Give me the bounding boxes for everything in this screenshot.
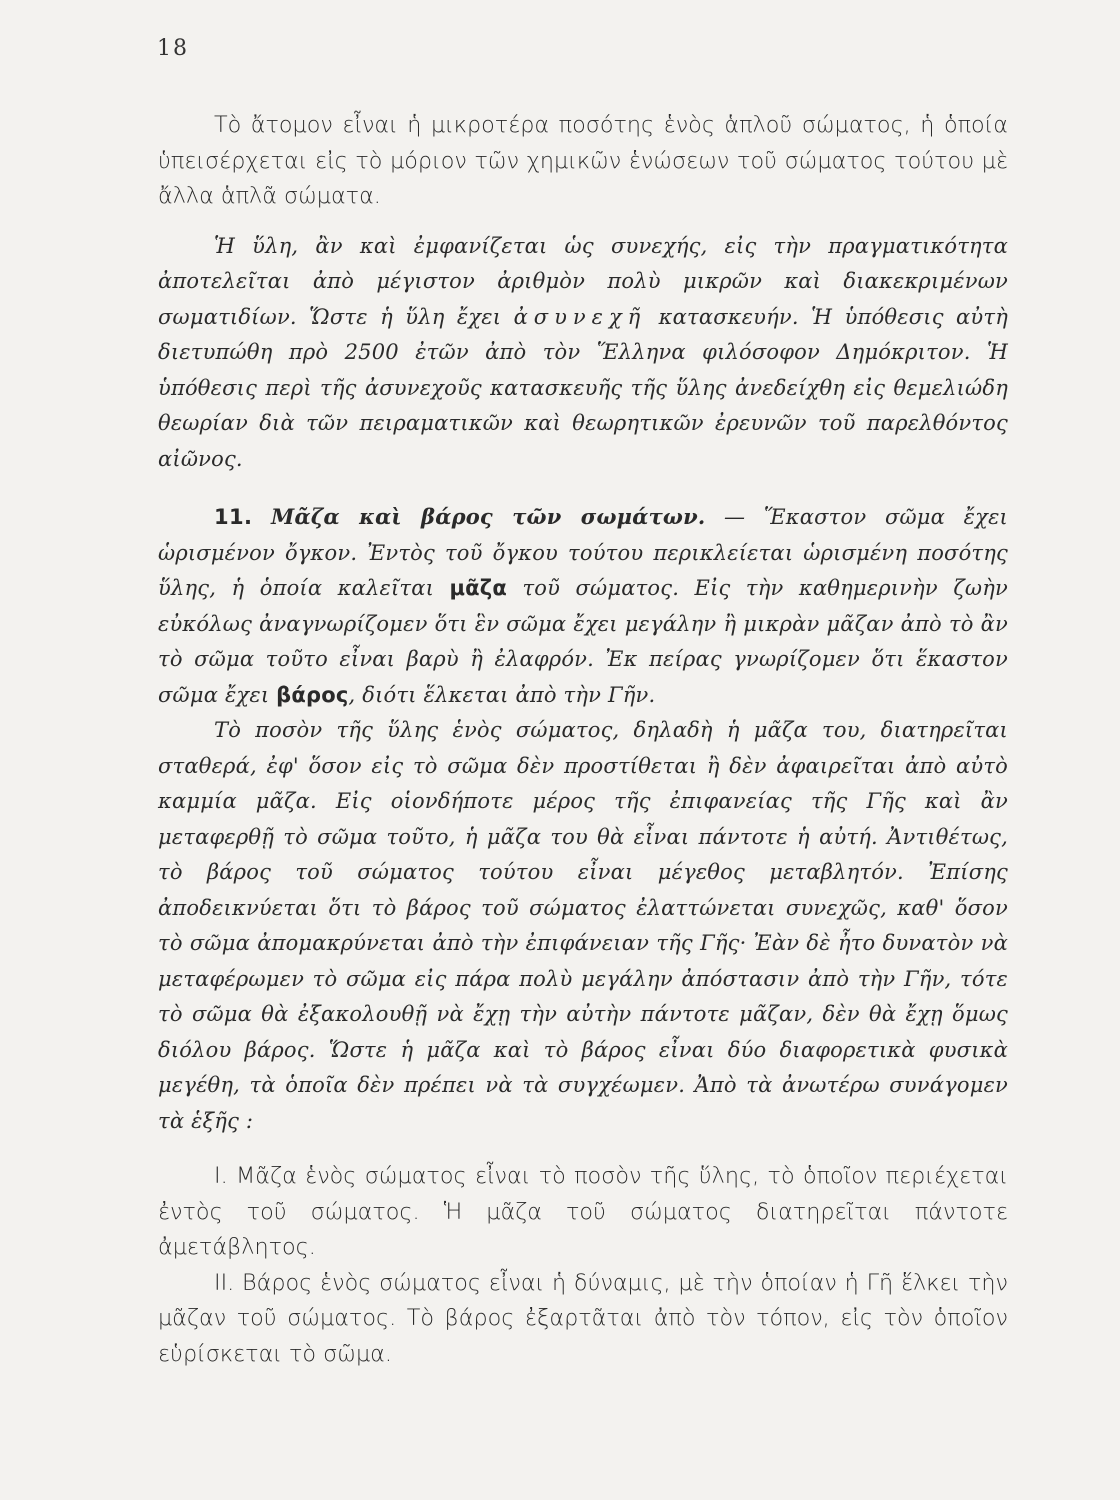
point-two-weight: ΙΙ. Βάρος ἑνὸς σώματος εἶναι ἡ δύναμις, μὲ τὴν ὁποίαν ἡ Γῆ ἕλκει τὴν μᾶζαν τοῦ σώματος. Τὸ βάρος ἐξαρτᾶται ἀπὸ τὸν τόπον, εἰς τὸν ὁποῖον εὑρίσκεται τὸ σῶμα. [158,1269,1008,1367]
paragraph-text: Ἡ ὕλη, ἂν καὶ ἐμφανίζεται ὡς συνεχής, εἰς τὴν πραγματικότητα ἀποτελεῖται ἀπὸ μέγιστον ἀριθμὸν πολὺ μικρῶν καὶ διακεκριμένων σωματιδίων. Ὥστε ἡ ὕλη ἔχει [158,233,1008,329]
paragraph-text: , διότι ἕλκεται ἀπὸ τὴν Γῆν. [348,682,656,707]
page-number: 18 [157,36,189,61]
term-weight: βάρος [276,682,349,707]
paragraph-text: — Ἕκαστον σῶμα ἔχει ὡρισμένον ὄγκον. Ἐντὸς τοῦ ὄγκου τούτου περικλείεται ὡρισμένη ποσότης ὕλης, ἡ ὁποία καλεῖται [158,505,1008,600]
paragraph-text: κατασκευήν. Ἡ ὑπόθεσις αὐτὴ διετυπώθη πρὸ 2500 ἐτῶν ἀπὸ τὸν Ἕλληνα φιλόσοφον Δημόκριτον. Ἡ ὑπόθεσις περὶ τῆς ἀσυνεχοῦς κατασκευῆς τῆς ὕλης ἀνεδείχθη εἰς θεμελιώδη θεωρίαν διὰ τῶν πειραματικῶν καὶ θεωρητικῶν ἐρευνῶν τοῦ παρελθόντος αἰῶνος. [158,304,1008,471]
spaced-emphasis: ἀσυνεχῆ [513,304,647,329]
point-one-mass: Ι. Μᾶζα ἑνὸς σώματος εἶναι τὸ ποσὸν τῆς ὕλης, τὸ ὁποῖον περιέχεται ἐντὸς τοῦ σώματος. Ἡ μᾶζα τοῦ σώματος διατηρεῖται πάντοτε ἀμετάβλητος. [158,1163,1008,1260]
page-body [158,108,1008,1372]
section-title: Μᾶζα καὶ βάρος τῶν σωμάτων. [271,504,706,529]
term-mass: μᾶζα [449,576,508,600]
paragraph-atom-definition: Τὸ ἄτομον εἶναι ἡ μικροτέρα ποσότης ἑνὸς ἁπλοῦ σώματος, ἡ ὁποία ὑπεισέρχεται εἰς τὸ μόριον τῶν χημικῶν ἑνώσεων τοῦ σώματος τούτου μὲ ἄλλα ἁπλᾶ σώματα. [158,112,1008,209]
paragraph-mass-and-weight [158,499,1008,713]
paragraph-discontinuous-matter [158,229,1008,478]
paragraph-mass-constant: Τὸ ποσὸν τῆς ὕλης ἑνὸς σώματος, δηλαδὴ ἡ μᾶζα του, διατηρεῖται σταθερά, ἐφ' ὅσον εἰς τὸ σῶμα δὲν προστίθεται ἢ δὲν ἀφαιρεῖται ἀπὸ αὐτὸ καμμία μᾶζα. Εἰς οἱονδήποτε μέρος τῆς ἐπιφανείας τῆς Γῆς καὶ ἂν μεταφερθῇ τὸ σῶμα τοῦτο, ἡ μᾶζα του θὰ εἶναι πάντοτε ἡ αὐτή. Ἀντιθέτως, τὸ βάρος τοῦ σώματος τούτου εἶναι μέγεθος μεταβλητόν. Ἐπίσης ἀποδεικνύεται ὅτι τὸ βάρος τοῦ σώματος ἐλαττώνεται συνεχῶς, καθ' ὅσον τὸ σῶμα ἀπομακρύνεται ἀπὸ τὴν ἐπιφάνειαν τῆς Γῆς· Ἐὰν δὲ ἦτο δυνατὸν νὰ μεταφέρωμεν τὸ σῶμα εἰς πάρα πολὺ μεγάλην ἀπόστασιν ἀπὸ τὴν Γῆν, τότε τὸ σῶμα θὰ ἐξακολουθῇ νὰ ἔχῃ τὴν αὐτὴν πάντοτε μᾶζαν, δὲν θὰ ἔχῃ ὅμως διόλου βάρος. Ὥστε ἡ μᾶζα καὶ τὸ βάρος εἶναι δύο διαφορετικὰ φυσικὰ μεγέθη, τὰ ὁποῖα δὲν πρέπει νὰ τὰ συγχέωμεν. Ἀπὸ τὰ ἀνωτέρω συνάγομεν τὰ ἑξῆς : [158,718,1008,1133]
section-number: 11. [214,505,253,529]
paragraph-text: τοῦ σώματος. Εἰς τὴν καθημερινὴν ζωὴν εὐκόλως ἀναγνωρίζομεν ὅτι ἓν σῶμα ἔχει μεγάλην ἢ μικρὰν μᾶζαν ἀπὸ τὸ ἂν τὸ σῶμα τοῦτο εἶναι βαρὺ ἢ ἐλαφρόν. Ἐκ πείρας γνωρίζομεν ὅτι ἕκαστον σῶμα ἔχει [158,576,1008,707]
